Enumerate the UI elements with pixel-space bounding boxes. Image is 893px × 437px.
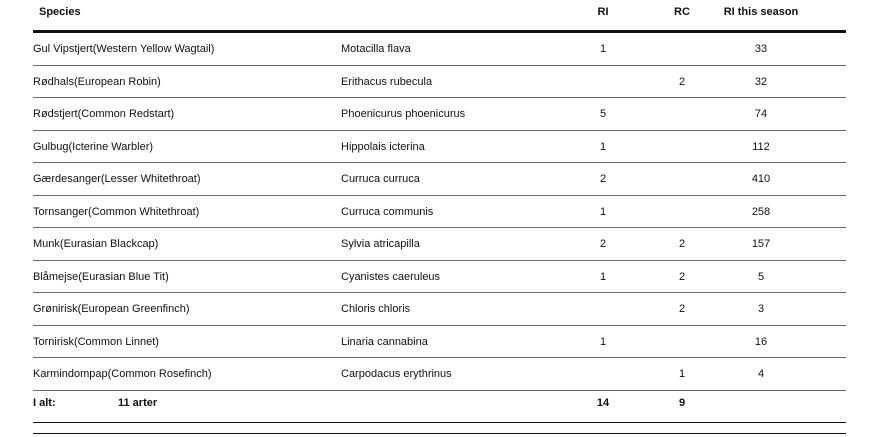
species-table (33, 0, 846, 423)
season-value: 3 (757, 303, 765, 315)
rc-value: 2 (678, 270, 686, 283)
season-value: 5 (757, 270, 765, 283)
danish-name: Gærdesanger (33, 173, 101, 185)
total-row (33, 391, 846, 423)
english-name: (European Robin) (73, 75, 161, 88)
scientific-name: Curruca communis (341, 205, 434, 218)
season-value: 74 (754, 108, 768, 120)
species-name (33, 271, 169, 283)
ri-value: 1 (599, 140, 607, 153)
table-row (33, 196, 846, 229)
scientific-name: Cyanistes caeruleus (341, 270, 441, 283)
scientific-name: Carpodacus erythrinus (341, 368, 452, 380)
danish-name: Rødhals (33, 75, 74, 88)
danish-name: Gul Vipstjert (33, 43, 93, 55)
english-name: (Common Redstart) (77, 108, 175, 120)
english-name: (Icterine Warbler) (68, 140, 154, 153)
scientific-name: Motacilla flava (341, 43, 411, 55)
rc-value: 2 (678, 75, 686, 88)
ri-value: 2 (599, 173, 607, 185)
header-ri: RI (597, 6, 609, 18)
rc-value: 2 (678, 238, 686, 250)
header-rc: RC (674, 6, 690, 18)
danish-name: Munk (33, 238, 60, 250)
species-name (33, 368, 212, 380)
season-value: 32 (754, 75, 768, 88)
danish-name: Tornsanger (33, 205, 89, 218)
species-name (33, 43, 214, 55)
danish-name: Gulbug (33, 140, 69, 153)
season-value: 16 (754, 335, 768, 348)
ri-value: 1 (599, 270, 607, 283)
species-name (33, 303, 190, 315)
season-value: 258 (751, 205, 771, 218)
danish-name: Rødstjert (33, 108, 78, 120)
header-ri-this-season: RI this season (723, 6, 799, 18)
species-count: 11 arter (118, 396, 158, 409)
english-name: (Common Linnet) (73, 335, 159, 348)
ri-value: 1 (599, 43, 607, 55)
danish-name: Blåmejse (33, 270, 79, 283)
table-row (33, 33, 846, 66)
scientific-name: Linaria cannabina (341, 335, 428, 348)
ri-value: 1 (599, 335, 607, 348)
english-name: (Eurasian Blackcap) (59, 238, 159, 250)
table-row (33, 163, 846, 196)
species-name (33, 206, 199, 218)
danish-name: Grønirisk (33, 303, 78, 315)
table-header (33, 0, 846, 33)
english-name: (European Greenfinch) (77, 303, 190, 315)
danish-name: Tornirisk (33, 335, 74, 348)
english-name: (Western Yellow Wagtail) (92, 43, 215, 55)
species-name (33, 238, 158, 250)
season-value: 4 (757, 368, 765, 380)
species-name (33, 76, 161, 88)
table-row (33, 131, 846, 164)
scientific-name: Phoenicurus phoenicurus (341, 108, 466, 120)
english-name: (Common Rosefinch) (107, 368, 212, 380)
rc-value: 1 (678, 368, 686, 380)
scientific-name: Hippolais icterina (341, 140, 425, 153)
season-value: 33 (754, 43, 768, 55)
ri-value: 5 (599, 108, 607, 120)
table-row (33, 66, 846, 99)
season-value: 410 (751, 173, 771, 185)
scientific-name: Curruca curruca (341, 173, 420, 185)
scientific-name: Sylvia atricapilla (341, 238, 420, 250)
total-ri: 14 (596, 396, 610, 409)
table-row (33, 261, 846, 294)
scientific-name: Erithacus rubecula (341, 75, 433, 88)
species-name (33, 108, 174, 120)
header-species: Species (39, 6, 81, 18)
danish-name: Karmindompap (33, 368, 108, 380)
bottom-rule (33, 433, 846, 434)
season-value: 112 (752, 140, 770, 153)
scientific-name: Chloris chloris (341, 303, 411, 315)
total-rc: 9 (678, 396, 686, 409)
total-label: I alt: (33, 396, 56, 409)
species-name (33, 141, 153, 153)
english-name: (Lesser Whitethroat) (100, 173, 201, 185)
table-row (33, 293, 846, 326)
english-name: (Common Whitethroat) (88, 205, 200, 218)
table-row (33, 358, 846, 391)
table-row (33, 98, 846, 131)
species-name (33, 336, 159, 348)
english-name: (Eurasian Blue Tit) (78, 270, 169, 283)
ri-value: 2 (599, 238, 607, 250)
table-row (33, 326, 846, 359)
species-name (33, 173, 201, 185)
table-row (33, 228, 846, 261)
rc-value: 2 (678, 303, 686, 315)
ri-value: 1 (599, 205, 607, 218)
season-value: 157 (751, 238, 771, 250)
